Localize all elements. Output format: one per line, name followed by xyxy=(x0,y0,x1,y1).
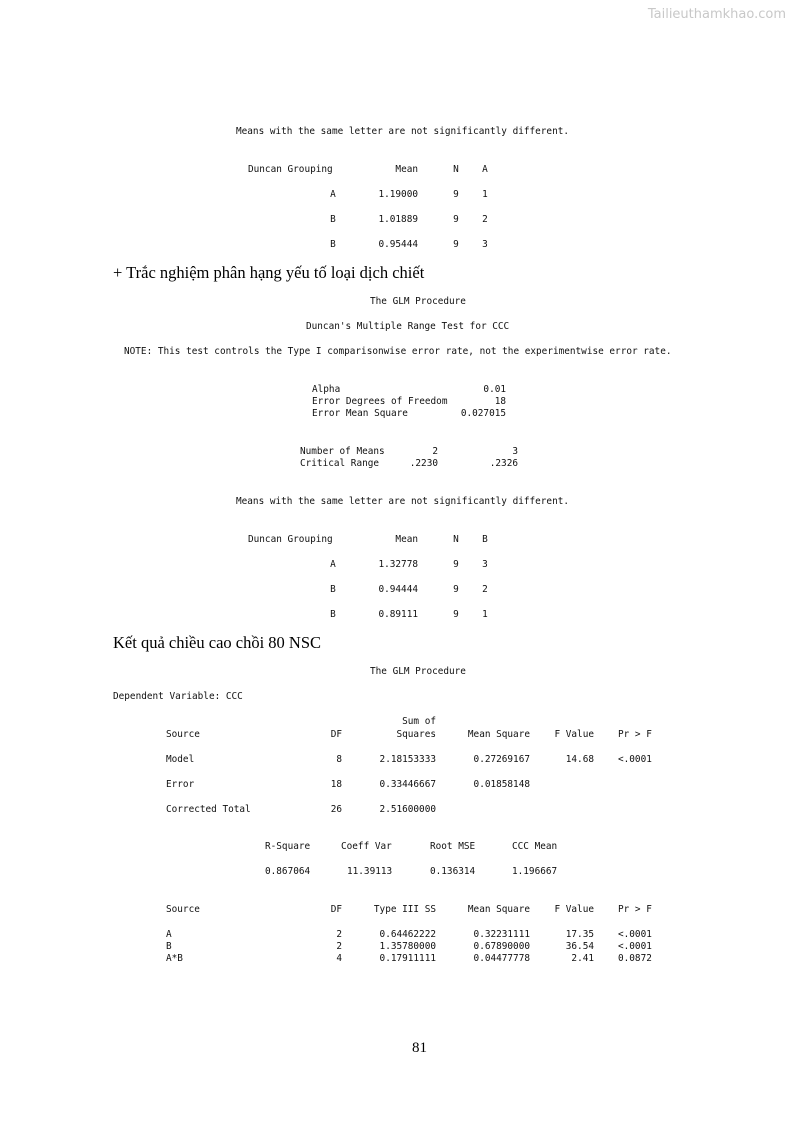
param-label: Error Mean Square xyxy=(312,408,408,419)
fit-value-rsq: 0.867064 xyxy=(265,866,311,877)
row-mean: 1.19000 xyxy=(378,189,418,200)
row-level: 2 xyxy=(482,584,488,595)
type3-ss: 0.64462222 xyxy=(379,929,436,940)
type3-p: <.0001 xyxy=(618,941,652,952)
anova-f: 14.68 xyxy=(565,754,594,765)
type3-source: A*B xyxy=(166,953,183,964)
anova-df: 18 xyxy=(330,779,342,790)
test-note: NOTE: This test controls the Type I comparisonwise error rate, not the experimentwise error rate. xyxy=(124,346,672,357)
header-grouping: Duncan Grouping xyxy=(248,164,333,175)
anova-ss: 2.51600000 xyxy=(379,804,436,815)
type3-p: <.0001 xyxy=(618,929,652,940)
row-n: 9 xyxy=(453,559,459,570)
row-mean: 1.01889 xyxy=(378,214,418,225)
type3-header-p: Pr > F xyxy=(618,904,652,915)
header-mean: Mean xyxy=(395,164,418,175)
fit-value-mean: 1.196667 xyxy=(512,866,558,877)
type3-f: 2.41 xyxy=(571,953,594,964)
header-n: N xyxy=(453,164,459,175)
anova-header-ss-top: Sum of xyxy=(402,716,436,727)
anova-ss: 0.33446667 xyxy=(379,779,436,790)
type3-header-source: Source xyxy=(166,904,200,915)
anova-df: 26 xyxy=(330,804,342,815)
anova-source: Error xyxy=(166,779,195,790)
header-mean: Mean xyxy=(395,534,418,545)
anova-header-source: Source xyxy=(166,729,200,740)
procedure-title: The GLM Procedure xyxy=(370,296,466,307)
type3-ss: 0.17911111 xyxy=(379,953,436,964)
type3-df: 2 xyxy=(336,941,342,952)
anova-p: <.0001 xyxy=(618,754,652,765)
anova-source: Model xyxy=(166,754,195,765)
anova-ms: 0.27269167 xyxy=(473,754,530,765)
type3-p: 0.0872 xyxy=(618,953,652,964)
type3-df: 4 xyxy=(336,953,342,964)
critical-range-label: Critical Range xyxy=(300,458,380,469)
type3-source: A xyxy=(166,929,172,940)
row-n: 9 xyxy=(453,609,459,620)
anova-header-ss: Squares xyxy=(396,729,436,740)
param-label: Error Degrees of Freedom xyxy=(312,396,448,407)
row-grouping: A xyxy=(330,189,336,200)
header-n: N xyxy=(453,534,459,545)
fit-value-cv: 11.39113 xyxy=(347,866,393,877)
row-level: 1 xyxy=(482,189,488,200)
means-count-label: Number of Means xyxy=(300,446,385,457)
row-grouping: B xyxy=(330,609,336,620)
means-count-value: 3 xyxy=(512,446,518,457)
type3-ms: 0.04477778 xyxy=(473,953,530,964)
page-number: 81 xyxy=(412,1040,427,1056)
row-level: 3 xyxy=(482,239,488,250)
header-level: B xyxy=(482,534,488,545)
row-grouping: B xyxy=(330,584,336,595)
critical-range-value: .2230 xyxy=(409,458,438,469)
row-n: 9 xyxy=(453,214,459,225)
test-title: Duncan's Multiple Range Test for CCC xyxy=(306,321,510,332)
means-note-1: Means with the same letter are not significantly different. xyxy=(236,126,570,137)
header-level: A xyxy=(482,164,488,175)
type3-ss: 1.35780000 xyxy=(379,941,436,952)
anova-header-p: Pr > F xyxy=(618,729,652,740)
param-value: 0.01 xyxy=(483,384,506,395)
fit-header-rmse: Root MSE xyxy=(430,841,476,852)
row-mean: 0.89111 xyxy=(378,609,418,620)
type3-f: 36.54 xyxy=(565,941,594,952)
row-n: 9 xyxy=(453,584,459,595)
row-level: 3 xyxy=(482,559,488,570)
critical-range-value: .2326 xyxy=(489,458,518,469)
header-grouping: Duncan Grouping xyxy=(248,534,333,545)
param-value: 18 xyxy=(494,396,506,407)
row-grouping: B xyxy=(330,214,336,225)
means-count-value: 2 xyxy=(432,446,438,457)
anova-header-f: F Value xyxy=(554,729,594,740)
row-level: 2 xyxy=(482,214,488,225)
anova-ss: 2.18153333 xyxy=(379,754,436,765)
dependent-variable: Dependent Variable: CCC xyxy=(113,691,243,702)
anova-ms: 0.01858148 xyxy=(473,779,530,790)
row-n: 9 xyxy=(453,239,459,250)
param-label: Alpha xyxy=(312,384,341,395)
type3-header-f: F Value xyxy=(554,904,594,915)
watermark: Tailieuthamkhao.com xyxy=(647,7,786,22)
anova-source: Corrected Total xyxy=(166,804,251,815)
section-heading-2: Kết quả chiều cao chồi 80 NSC xyxy=(113,633,322,652)
type3-source: B xyxy=(166,941,172,952)
anova-header-df: DF xyxy=(330,729,342,740)
type3-f: 17.35 xyxy=(565,929,594,940)
row-grouping: B xyxy=(330,239,336,250)
type3-header-df: DF xyxy=(330,904,342,915)
row-mean: 1.32778 xyxy=(378,559,418,570)
type3-ms: 0.67890000 xyxy=(473,941,530,952)
procedure-title: The GLM Procedure xyxy=(370,666,466,677)
fit-header-rsq: R-Square xyxy=(265,841,311,852)
param-value: 0.027015 xyxy=(460,408,506,419)
type3-ms: 0.32231111 xyxy=(473,929,530,940)
row-grouping: A xyxy=(330,559,336,570)
section-heading-1: + Trắc nghiệm phân hạng yếu tố loại dịch chiết xyxy=(113,263,425,282)
row-mean: 0.95444 xyxy=(378,239,418,250)
anova-df: 8 xyxy=(336,754,342,765)
row-n: 9 xyxy=(453,189,459,200)
row-level: 1 xyxy=(482,609,488,620)
anova-header-ms: Mean Square xyxy=(467,729,530,740)
fit-header-cv: Coeff Var xyxy=(341,841,392,852)
type3-header-ms: Mean Square xyxy=(467,904,530,915)
type3-df: 2 xyxy=(336,929,342,940)
type3-header-ss: Type III SS xyxy=(373,904,436,915)
fit-value-rmse: 0.136314 xyxy=(430,866,476,877)
row-mean: 0.94444 xyxy=(378,584,418,595)
means-note-2: Means with the same letter are not significantly different. xyxy=(236,496,570,507)
fit-header-mean: CCC Mean xyxy=(512,841,558,852)
